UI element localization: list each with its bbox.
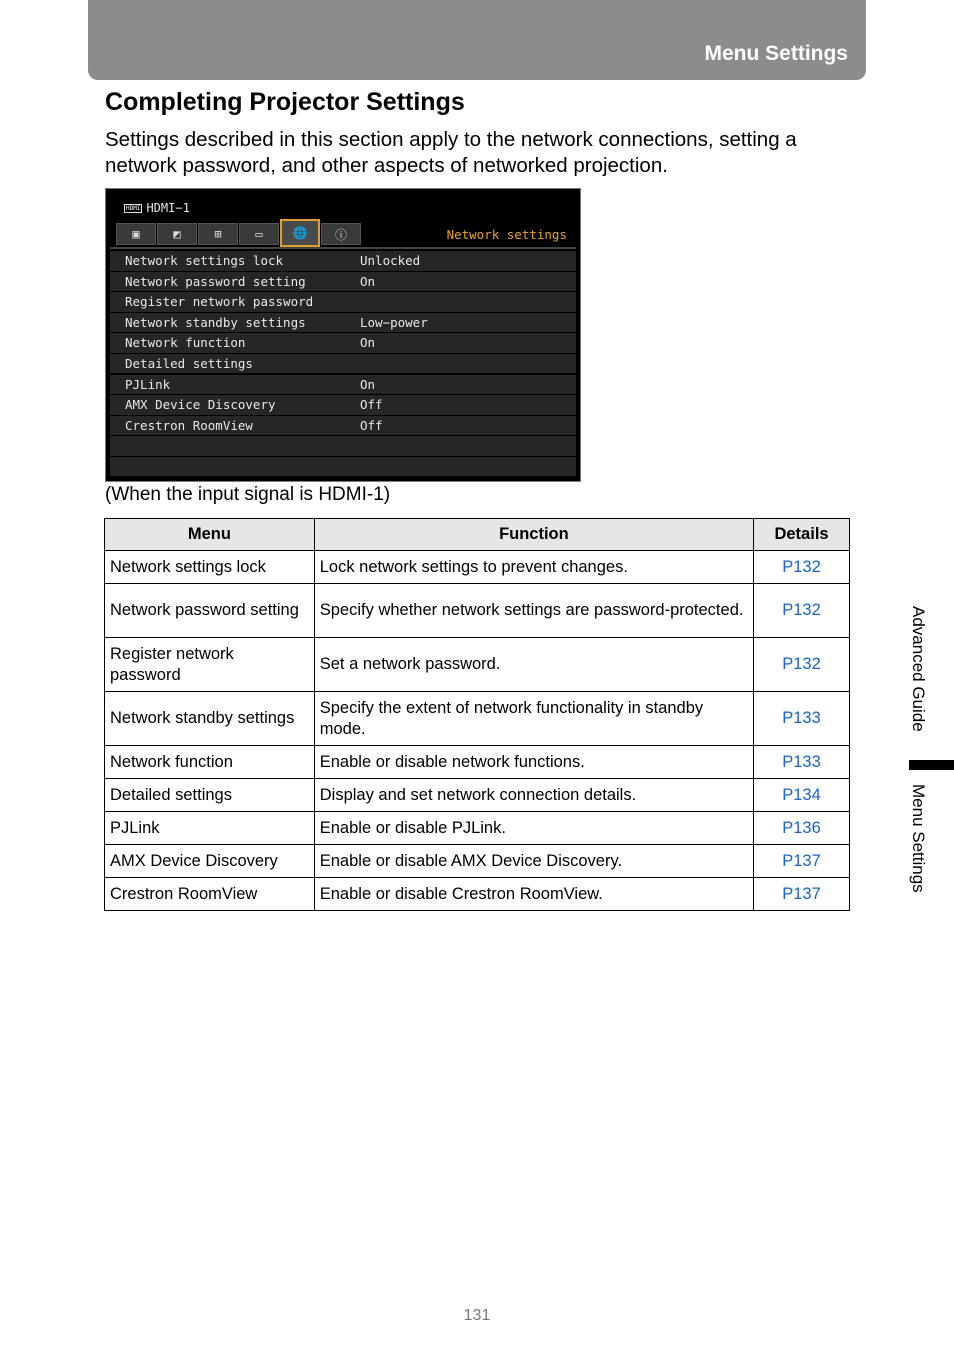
side-tab-marker: [909, 760, 954, 770]
osd-menu-row: [110, 375, 576, 395]
osd-item-name: AMX Device Discovery: [125, 397, 276, 413]
osd-item-value: Off: [360, 397, 383, 413]
osd-item-name: Register network password: [125, 294, 314, 310]
intro-paragraph: Settings described in this section apply to the network connections, setting a network password, and other aspects of networked projection.: [105, 128, 797, 177]
menu-cell: PJLink: [105, 812, 315, 845]
osd-menu-row: [110, 292, 576, 312]
osd-item-value: Low−power: [360, 314, 428, 330]
function-cell: Specify whether network settings are password-protected.: [314, 584, 753, 638]
menu-cell: Network function: [105, 746, 315, 779]
side-label-advanced-guide: Advanced Guide: [909, 606, 928, 732]
osd-item-name: Network standby settings: [125, 314, 306, 330]
osd-menu-row: [110, 354, 576, 374]
table-row: [105, 878, 850, 911]
image-adjust-icon: ◩: [157, 223, 197, 245]
osd-input-indicator: [124, 201, 190, 215]
function-cell: Enable or disable Crestron RoomView.: [314, 878, 753, 911]
function-cell: Display and set network connection details.: [314, 779, 753, 812]
table-row: [105, 845, 850, 878]
menu-table: [104, 518, 850, 911]
function-cell: Lock network settings to prevent changes.: [314, 551, 753, 584]
osd-item-name: Network password setting: [125, 273, 306, 289]
details-link[interactable]: P133: [754, 746, 850, 779]
hdmi-icon: HDMI: [126, 204, 141, 212]
osd-divider: [110, 247, 576, 249]
table-header-row: [105, 519, 850, 551]
table-row: [105, 812, 850, 845]
osd-item-name: Crestron RoomView: [125, 417, 253, 433]
install-icon: ⊞: [198, 223, 238, 245]
table-row: [105, 746, 850, 779]
section-title: Menu Settings: [704, 42, 848, 65]
osd-menu-row: [110, 251, 576, 271]
osd-item-name: Detailed settings: [125, 355, 253, 371]
osd-item-value: On: [360, 376, 376, 392]
osd-menu-row: [110, 395, 576, 415]
osd-item-value: On: [360, 273, 376, 289]
details-link[interactable]: P136: [754, 812, 850, 845]
menu-cell: Crestron RoomView: [105, 878, 315, 911]
menu-cell: Network standby settings: [105, 692, 315, 746]
function-cell: Enable or disable AMX Device Discovery.: [314, 845, 753, 878]
details-link[interactable]: P134: [754, 779, 850, 812]
details-link[interactable]: P137: [754, 878, 850, 911]
table-row: [105, 551, 850, 584]
osd-item-name: Network function: [125, 335, 246, 351]
projector-icon: ▭: [239, 223, 279, 245]
menu-cell: Network password setting: [105, 584, 315, 638]
table-row: [105, 779, 850, 812]
table-row: [105, 638, 850, 692]
page-title: Completing Projector Settings: [105, 88, 465, 116]
details-link[interactable]: P133: [754, 692, 850, 746]
table-row: [105, 584, 850, 638]
osd-menu-row: [110, 313, 576, 333]
globe-icon: 🌐: [280, 219, 320, 247]
osd-item-name: PJLink: [125, 376, 171, 392]
function-cell: Set a network password.: [314, 638, 753, 692]
menu-cell: AMX Device Discovery: [105, 845, 315, 878]
column-header-function: Function: [314, 519, 753, 551]
function-cell: Specify the extent of network functionality in standby mode.: [314, 692, 753, 746]
screenshot-caption: (When the input signal is HDMI-1): [105, 484, 391, 505]
menu-cell: Register network password: [105, 638, 315, 692]
menu-cell: Detailed settings: [105, 779, 315, 812]
osd-menu-row: [110, 272, 576, 292]
table-row: [105, 692, 850, 746]
osd-item-value: Unlocked: [360, 253, 421, 268]
side-label-menu-settings: Menu Settings: [909, 784, 928, 893]
osd-menu-row: [110, 333, 576, 353]
osd-item-value: Off: [360, 417, 383, 433]
column-header-menu: Menu: [105, 519, 315, 551]
function-cell: Enable or disable PJLink.: [314, 812, 753, 845]
menu-cell: Network settings lock: [105, 551, 315, 584]
details-link[interactable]: P132: [754, 584, 850, 638]
info-icon: ⓘ: [321, 223, 361, 245]
projector-menu-screenshot: [105, 188, 581, 482]
osd-active-tab-title: Network settings: [446, 227, 567, 242]
osd-item-value: On: [360, 335, 376, 351]
osd-item-name: Network settings lock: [125, 253, 284, 268]
osd-menu-row: [110, 416, 576, 436]
header-band: [88, 0, 866, 80]
function-cell: Enable or disable network functions.: [314, 746, 753, 779]
osd-tab-bar: [116, 223, 361, 247]
details-link[interactable]: P137: [754, 845, 850, 878]
details-link[interactable]: P132: [754, 551, 850, 584]
monitor-icon: ▣: [116, 223, 156, 245]
osd-menu-list: [110, 251, 576, 478]
column-header-details: Details: [754, 519, 850, 551]
details-link[interactable]: P132: [754, 638, 850, 692]
osd-input-label: HDMI−1: [146, 201, 190, 215]
osd-menu-row: [110, 436, 576, 456]
page-number: 131: [463, 1307, 491, 1324]
osd-menu-row: [110, 457, 576, 477]
